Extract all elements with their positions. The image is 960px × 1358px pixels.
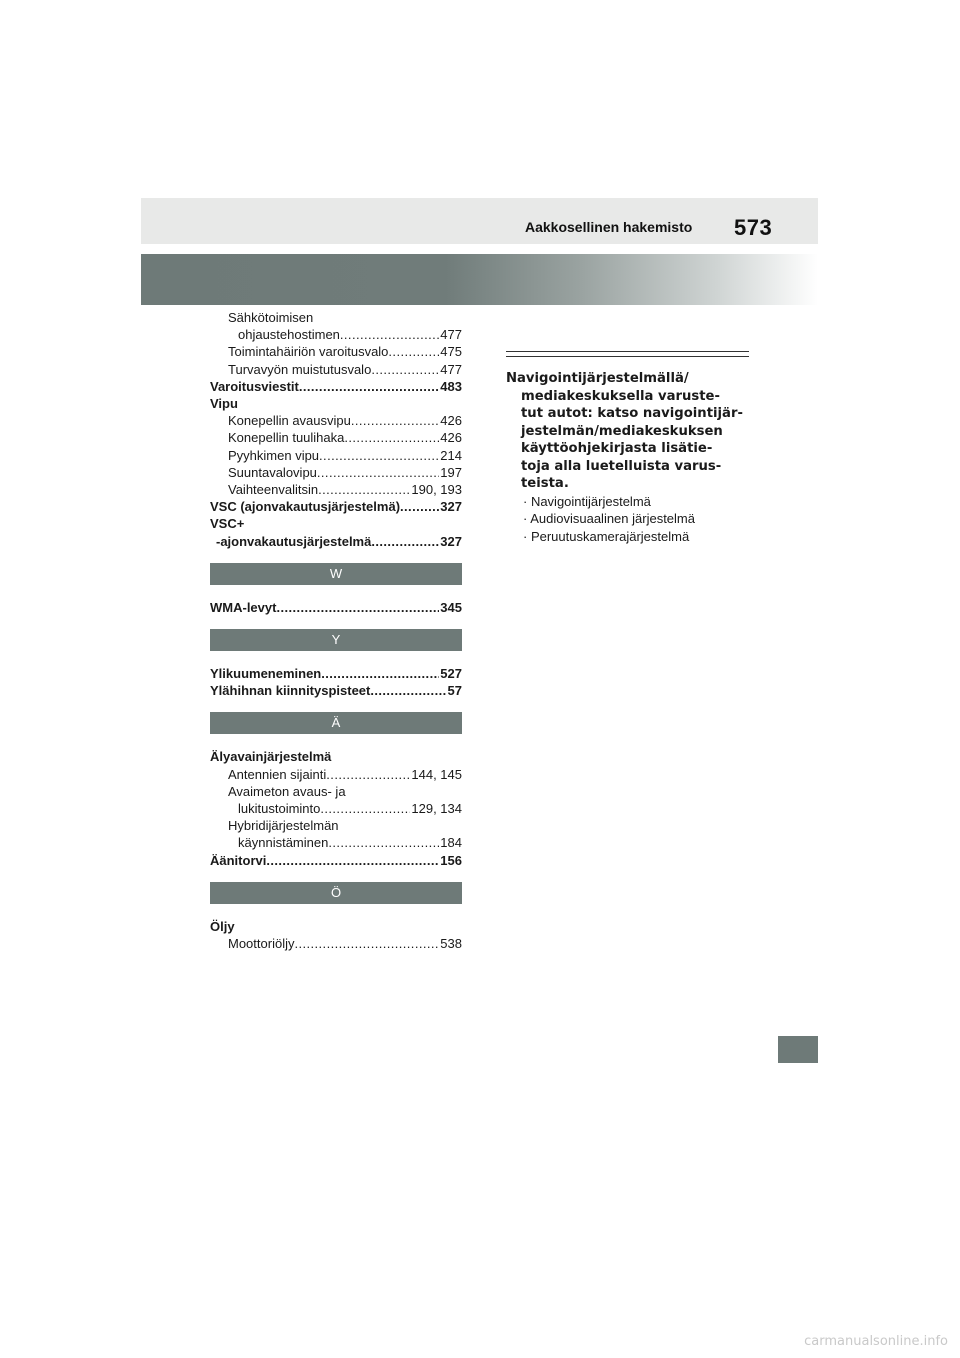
dot-leader [276, 599, 439, 616]
dot-leader [266, 852, 439, 869]
index-entry [210, 834, 462, 851]
page-number: 573 [734, 215, 773, 240]
index-entry-page: 475 [440, 344, 462, 360]
header-band [141, 198, 818, 244]
index-entry-text: Konepellin avausvipu [228, 413, 351, 429]
dot-leader [328, 834, 439, 851]
navigation-note-line: Navigointijärjestelmällä/ [506, 371, 689, 386]
navigation-note-column [506, 351, 750, 546]
index-entry [210, 395, 462, 412]
dot-leader [319, 447, 439, 464]
section-heading-a-umlaut: Ä [210, 712, 462, 734]
dot-leader [371, 533, 439, 550]
navigation-note-line: toja alla luetelluista varus- [521, 458, 722, 474]
index-entry [210, 498, 462, 515]
index-entry-text: Älyavainjärjestelmä [210, 749, 332, 765]
index-entry-page: 327 [440, 499, 462, 515]
index-entry-page: 345 [440, 599, 462, 615]
index-entry-text: Öljy [210, 918, 235, 934]
navigation-note-line: tut autot: katso navigointijär- [521, 406, 743, 421]
header-title: Aakkosellinen hakemisto [525, 219, 693, 235]
index-entry [210, 481, 462, 498]
index-entry-page: 426 [440, 430, 462, 446]
index-entry-text: Avaimeton avaus- ja [228, 783, 346, 799]
index-entry [210, 800, 462, 817]
index-entry-page: 144, 145 [411, 766, 462, 782]
index-block-v [210, 309, 462, 550]
index-entry-text: Sähkötoimisen [228, 310, 314, 325]
dot-leader [318, 481, 410, 498]
dot-leader [321, 665, 439, 682]
index-entry-text: Vipu [210, 396, 238, 412]
index-entry-page: 184 [440, 835, 462, 851]
index-entry [210, 343, 462, 360]
decorative-gradient-band [141, 254, 818, 305]
dot-leader [371, 361, 439, 378]
index-section-a-umlaut [210, 748, 462, 868]
chapter-side-tab [778, 1036, 818, 1063]
index-entry-text: Ylikuumeneminen [210, 666, 322, 682]
index-entry-text: lukitustoiminto [238, 801, 321, 817]
index-left-column [210, 309, 462, 952]
index-entry [210, 935, 462, 952]
index-entry-page: 538 [440, 936, 462, 952]
index-entry-text: Suuntavalovipu [228, 464, 317, 480]
index-entry-text: -ajonvakautusjärjestelmä [216, 533, 372, 549]
index-entry-text: käynnistäminen [238, 835, 329, 851]
index-entry-page: 477 [440, 327, 462, 343]
index-section-y [210, 665, 462, 699]
index-entry [210, 599, 462, 616]
index-entry-text: VSC (ajonvakautusjärjestelmä) [210, 499, 401, 515]
index-entry-page: 129, 134 [411, 801, 462, 817]
index-entry-page: 214 [440, 447, 462, 463]
index-entry [210, 361, 462, 378]
index-entry-text: Hybridijärjestelmän [228, 818, 339, 834]
navigation-item: · Navigointijärjestelmä [523, 493, 651, 509]
index-entry [210, 326, 462, 343]
index-entry-page: 477 [440, 361, 462, 377]
index-entry-page: 197 [440, 464, 462, 480]
index-entry-page: 426 [440, 413, 462, 429]
index-section-o-umlaut [210, 918, 462, 952]
index-entry-page: 57 [447, 683, 462, 699]
index-entry-text: Toimintahäiriön varoitusvalo [228, 344, 389, 360]
index-entry [210, 748, 462, 765]
index-entry [210, 817, 462, 834]
index-section-w [210, 599, 462, 616]
index-entry-text: Konepellin tuulihaka [228, 430, 345, 446]
index-entry [210, 852, 462, 869]
double-rule-divider [506, 351, 749, 357]
index-entry-text: Varoitusviestit [210, 378, 299, 394]
index-entry [210, 309, 462, 326]
index-entry-text: WMA-levyt [210, 599, 277, 615]
section-heading-o-umlaut: Ö [210, 882, 462, 904]
navigation-items-list [506, 493, 750, 546]
index-entry-page: 156 [440, 852, 462, 868]
section-heading-w: W [210, 563, 462, 585]
index-entry [210, 665, 462, 682]
index-entry-text: Äänitorvi [210, 852, 267, 868]
index-entry [210, 412, 462, 429]
index-entry [210, 429, 462, 446]
navigation-note-line: jestelmän/mediakeskuksen [521, 423, 723, 439]
index-entry [210, 515, 462, 532]
index-entry-text: Pyyhkimen vipu [228, 447, 320, 463]
index-entry-text: ohjaustehostimen [238, 327, 340, 343]
navigation-note [506, 370, 750, 493]
index-entry-text: Turvavyön muistutusvalo [228, 361, 372, 377]
index-entry-text: Ylähihnan kiinnityspisteet [210, 683, 371, 699]
index-entry-text: VSC+ [210, 516, 245, 532]
dot-leader [351, 412, 439, 429]
index-entry-page: 483 [440, 378, 462, 394]
index-entry [210, 783, 462, 800]
navigation-note-line: mediakeskuksella varuste- [521, 388, 720, 404]
index-entry [210, 682, 462, 699]
dot-leader [320, 800, 410, 817]
dot-leader [294, 935, 439, 952]
dot-leader [299, 378, 439, 395]
dot-leader [400, 498, 439, 515]
dot-leader [340, 326, 439, 343]
watermark: carmanualsonline.info [804, 1334, 948, 1349]
dot-leader [344, 429, 439, 446]
index-entry [210, 918, 462, 935]
dot-leader [388, 343, 439, 360]
index-entry-page: 190, 193 [411, 482, 462, 498]
navigation-note-line: käyttöohjekirjasta lisätie- [521, 441, 713, 456]
index-entry-page: 327 [440, 533, 462, 549]
index-entry [210, 766, 462, 783]
dot-leader [317, 464, 439, 481]
section-heading-y: Y [210, 629, 462, 651]
navigation-item: · Audiovisuaalinen järjestelmä [523, 511, 695, 527]
dot-leader [370, 682, 446, 699]
index-entry-text: Antennien sijainti [228, 766, 327, 782]
index-entry [210, 378, 462, 395]
index-entry [210, 533, 462, 550]
dot-leader [326, 766, 410, 783]
index-entry [210, 464, 462, 481]
index-entry [210, 447, 462, 464]
index-entry-text: Moottoriöljy [228, 936, 295, 952]
index-entry-page: 527 [440, 666, 462, 682]
navigation-item: · Peruutuskamerajärjestelmä [523, 529, 690, 545]
navigation-note-line: teista. [521, 476, 569, 491]
index-entry-text: Vaihteenvalitsin [228, 482, 319, 498]
